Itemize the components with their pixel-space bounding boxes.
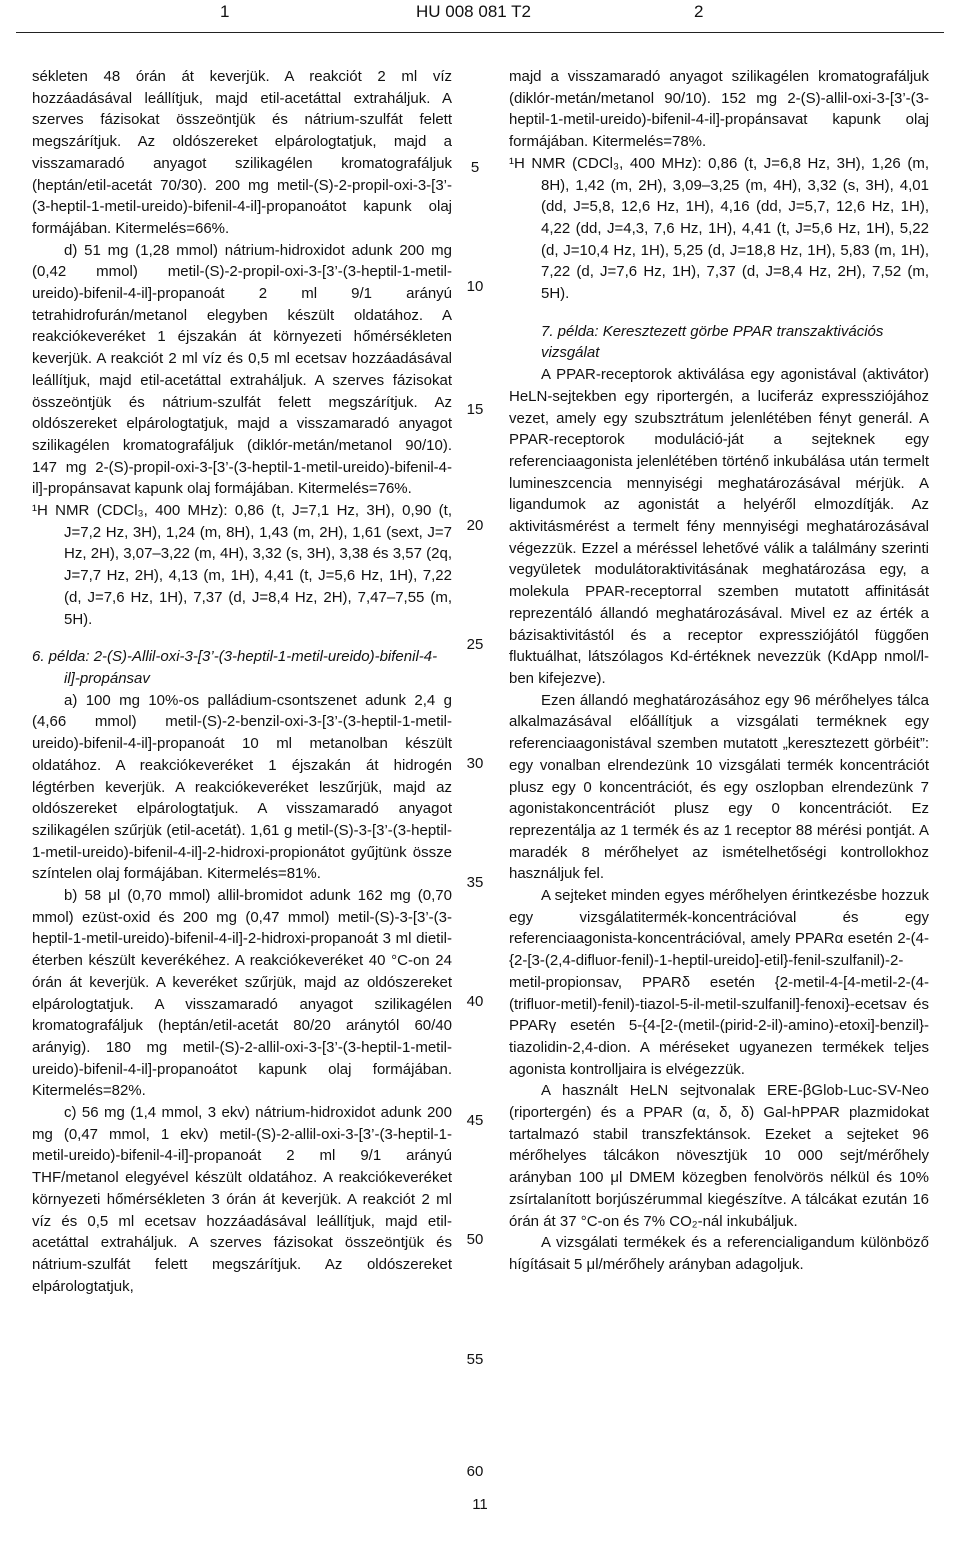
- line-number: 40: [466, 993, 484, 1010]
- right-nmr-data: ¹H NMR (CDCl₃, 400 MHz): 0,86 (t, J=6,8 Hz, 3H), 1,26 (m, 8H), 1,42 (m, 2H), 3,09–3,25 (m, 4H), 3,32 (s, 3H), 4,01 (dd, J=5,8, 12,6 Hz, 1H), 4,16 (dd, J=5,7, 12,6 Hz, 1H), 4,22 (dd, J=4,3, 7,6 Hz, 1H), 4,41 (t, J=5,6 Hz, 1H), 5,22 (d, J=10,4 Hz, 1H), 5,25 (d, J=18,8 Hz, 1H), 5,83 (m, 1H), 7,22 (d, J=7,6 Hz, 1H), 7,37 (d, J=8,4 Hz, 2H), 7,52 (m, 5H).: [509, 154, 929, 303]
- line-number: 35: [466, 874, 484, 891]
- line-number: 5: [470, 159, 480, 176]
- right-paragraph-4: A sejteket minden egyes mérőhelyen érintkezésbe hozzuk egy vizsgálatitermék-koncentrációval és egy referenciaagonista-koncentrációval, amely PPARα esetén 2-(4-{2-[3-(2,4-difluor-fenil)-1-heptil-ureido]-etil}-fenil-szulfanil)-2-metil-propionsav, PPARδ esetén {2-metil-4-[4-metil-2-(4-(trifluor-metil)-fenil)-tiazol-5-il-metil-szulfanil]-fenoxi}-ecetsav és PPARγ esetén 5-{4-[2-(metil-(pirid-2-il)-amino)-etoxi]-benzil}-tiazolidin-2,4-dion. A méréseket ugyanezen termékek teljes agonista kontrolljaira is elvégezzük.: [509, 887, 929, 1078]
- left-paragraph-b: b) 58 μl (0,70 mmol) allil-bromidot adunk 162 mg (0,70 mmol) ezüst-oxid és 200 mg (0,47 mmol) metil-(S)-3-[3’-(3-heptil-1-metil-ureido)-bifenil-4-il]-2-hidroxi-propanoát 3 ml dietil-éterben készült keverékéhez. A reakciókeveréket 40 °C-on 24 órán át keverjük. A keveréket szűrjük, majd az oldószereket elpárologtatjuk. A visszamaradó anyagot szilikagélen kromatografáljuk (heptán/etil-acetát 80/20 aránytól 60/40 arányig). 180 mg metil-(S)-2-allil-oxi-3-[3’-(3-heptil-1-metil-ureido)-bifenil-4-il]-propanoátot kapunk olaj formájában. Kitermelés=82%.: [32, 887, 452, 1100]
- left-nmr-data: ¹H NMR (CDCl₃, 400 MHz): 0,86 (t, J=7,1 Hz, 3H), 0,90 (t, J=7,2 Hz, 3H), 1,24 (m, 8H), 1,43 (m, 2H), 1,61 (sext, J=7 Hz, 2H), 3,07–3,22 (m, 4H), 3,32 (s, 3H), 3,38 és 3,57 (2q, J=7,7 Hz, 2H), 4,13 (m, 1H), 4,41 (t, J=5,6 Hz, 1H), 7,22 (d, J=7,6 Hz, 1H), 7,37 (d, J=8,4 Hz, 2H), 7,47–7,55 (m, 5H).: [32, 502, 452, 628]
- right-paragraph-1: majd a visszamaradó anyagot szilikagélen kromatografáljuk (diklór-metán/metanol 90/10). 152 mg 2-(S)-allil-oxi-3-[3’-(3-heptil-1-metil-ureido)-bifenil-4-il]-propánsavat kapunk olaj formájában. Kitermelés=78%.: [509, 68, 929, 151]
- header-page-right: 2: [694, 2, 704, 21]
- spacer: [509, 305, 929, 321]
- line-number: 20: [466, 517, 484, 534]
- header-page-left: 1: [220, 2, 230, 21]
- line-number: 45: [466, 1112, 484, 1129]
- left-column: [32, 66, 452, 1297]
- page-number-footer: 11: [472, 1496, 488, 1513]
- left-paragraph-d: d) 51 mg (1,28 mmol) nátrium-hidroxidot adunk 200 mg (0,42 mmol) metil-(S)-2-propil-oxi-3-[3’-(3-heptil-1-metil-ureido)-bifenil-4-il]-propanoát 2 ml 9/1 arányú tetrahidrofurán/metanol elegyben készült oldatához. A reakciókeveréket 1 éjszakán át környezeti hőmérsékleten keverjük. A reakciót 2 ml víz és 0,5 ml ecetsav hozzáadásával leállítjuk, majd etil-acetáttal extraháljuk. A szerves fázisokat összeöntjük és nátrium-szulfát felett megszárítjuk. Az oldószereket elpárologtatjuk, majd a visszamaradó anyagot szilikagélen kromatografáljuk (diklór-metán/metanol 90/10). 147 mg 2-(S)-propil-oxi-3-[3’-(3-heptil-1-metil-ureido)-bifenil-4-il]-propánsavat kapunk olaj formájában. Kitermelés=76%.: [32, 241, 452, 498]
- header-divider: [16, 32, 944, 33]
- right-paragraph-6: A vizsgálati termékek és a referencialigandum különböző hígításait 5 μl/mérőhely arányban adagoljuk.: [509, 1234, 929, 1273]
- right-paragraph-5: A használt HeLN sejtvonalak ERE-βGlob-Luc-SV-Neo (riportergén) és a PPAR (α, δ, δ) Gal-hPPAR plazmidokat tartalmazó stabil transzfektánsok. Ezeket a sejteket 96 mérőhelyes tálcákon növesztjük 10 000 sejt/mérőhely arányban 100 μl DMEM közegben fenolvörös nélkül és 10% zsírtalanított borjúszérummal kiegészítve. A tálcákat ezután 16 órán át 37 °C-on és 7% CO₂-nál inkubáljuk.: [509, 1082, 929, 1230]
- left-paragraph-c: c) 56 mg (1,4 mmol, 3 ekv) nátrium-hidroxidot adunk 200 mg (0,47 mmol, 1 ekv) metil-(S)-2-allil-oxi-3-[3’-(3-heptil-1-metil-ureido)-bifenil-4-il]-propanoát 2 ml 9/1 arányú THF/metanol elegyével készült oldatához. A reakciókeveréket környezeti hőmérsékleten 3 órán át keverjük. A reakciót 2 ml víz és 0,5 ml ecetsav hozzáadásával leállítjuk, majd etil-acetáttal extraháljuk. A szerves fázisokat összeöntjük és nátrium-szulfát felett megszárítjuk. Az oldószereket elpárologtatjuk,: [32, 1104, 452, 1295]
- spacer: [32, 630, 452, 646]
- right-paragraph-3: Ezen állandó meghatározásához egy 96 mérőhelyes tálca alkalmazásával előállítjuk a vizsgálati terméknek egy referenciaagonistával szemben mutatott „keresztezett görbéit”: egy vonalban elrendezünk 10 vizsgálati termék koncentrációt plusz egy 0 koncentrációt, és egy oszlopban elrendezünk 7 agonistakoncentrációt plusz egy 0 koncentrációt. Ez reprezentálja az 1 termék és az 1 receptor 88 mérési pontját. A maradék 8 mérőhelyet az ismételhetőségi kontrollokhoz használjuk fel.: [509, 691, 929, 883]
- line-number: 25: [466, 636, 484, 653]
- line-number: 15: [466, 401, 484, 418]
- line-number: 60: [466, 1463, 484, 1480]
- left-paragraph-a: a) 100 mg 10%-os palládium-csontszenet adunk 2,4 g (4,66 mmol) metil-(S)-2-benzil-oxi-3-[3’-(3-heptil-1-metil-ureido)-bifenil-4-il]-propanoát 10 ml metanolban készült oldatához. A reakciókeveréket 1 éjszakán át hidrogén légtérben keverjük. A reakciókeveréket leszűrjük, majd az oldószereket elpárologtatjuk. A visszamaradó anyagot szilikagélen szűrjük (etil-acetát). 1,61 g metil-(S)-3-[3’-(3-heptil-1-metil-ureido)-bifenil-4-il]-2-hidroxi-propionátot gyűjtünk össze színtelen olaj formájában. Kitermelés=81%.: [32, 691, 452, 883]
- line-number: 10: [466, 278, 484, 295]
- left-paragraph-1: sékleten 48 órán át keverjük. A reakciót 2 ml víz hozzáadásával leállítjuk, majd etil-acetáttal extraháljuk. A szerves fázisokat összeöntjük és nátrium-szulfát felett megszárítjuk. Az oldószereket elpárologtatjuk, majd a visszamaradó anyagot szilikagélen kromatografáljuk (heptán/etil-acetát 70/30). 200 mg metil-(S)-2-propil-oxi-3-[3’-(3-heptil-1-metil-ureido)-bifenil-4-il]-propanoátot kapunk olaj formájában. Kitermelés=66%.: [32, 68, 452, 237]
- line-number: 55: [466, 1351, 484, 1368]
- example-6-heading: 6. példa: 2-(S)-Allil-oxi-3-[3’-(3-heptil-1-metil-ureido)-bifenil-4-il]-propánsav: [32, 648, 438, 687]
- line-number: 30: [466, 755, 484, 772]
- right-paragraph-2: A PPAR-receptorok aktiválása egy agonistával (aktivátor) HeLN-sejtekben egy riportergén, a luciferáz expressziójához vezet, amely egy szubsztrátum jelenlétében fényt generál. A PPAR-receptorok moduláció-ját a sejteknek egy referenciaagonista jelenlétében történő inkubálása után termelt lumineszcencia mennyiségi meghatározásával mérjük. A ligandumok az agonistát a helyéről elmozdítják. Az aktivitásmérést a termelt fény mennyiségi meghatározásával végezzük. Ezzel a méréssel lehetővé válik a találmány szerinti vegyületek modulátoraktivitásának meghatározása egy, a molekula PPAR-receptorral szemben mutatott affinitását reprezentáló állandó meghatározásával. Mivel ez az érték a bázisaktivitástól és a receptor expressziójától függően fluktuálhat, látszólagos Kd-értéknek nevezzük (KdApp nmol/l-ben kifejezve).: [509, 366, 929, 687]
- line-number: 50: [466, 1231, 484, 1248]
- header-patent-number: HU 008 081 T2: [416, 2, 531, 21]
- right-column: [509, 66, 929, 1276]
- example-7-heading: 7. példa: Keresztezett görbe PPAR transzaktivációs vizsgálat: [541, 322, 884, 362]
